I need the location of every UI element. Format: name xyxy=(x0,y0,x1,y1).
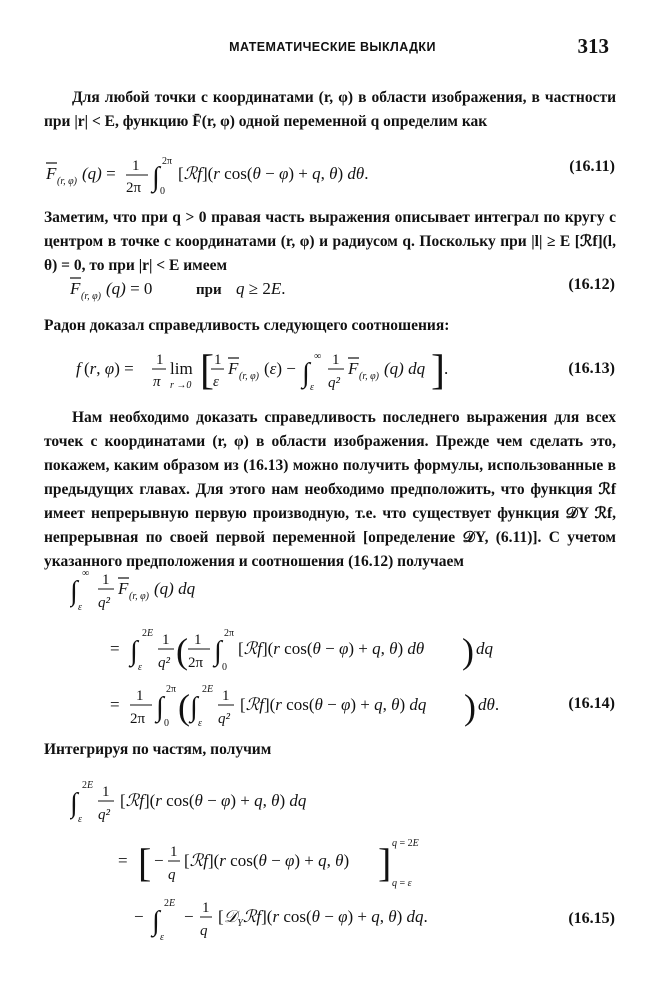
svg-text:f: f xyxy=(76,359,81,378)
svg-text:π: π xyxy=(153,374,161,390)
equation-16-14 xyxy=(70,562,530,732)
svg-text:q²: q² xyxy=(328,375,340,391)
equation-16-11 xyxy=(46,146,516,202)
svg-text:(q) dq: (q) dq xyxy=(384,359,426,378)
svg-text:[𝒟Yℛf](r cos(θ − φ) + q, θ) d: [𝒟$_Y$ℛf](r cos(θ − φ) + q, θ) dq. xyxy=(218,907,428,929)
equation-label-16-14: (16.14) xyxy=(568,695,615,712)
svg-text:1: 1 xyxy=(170,844,178,860)
svg-text:1: 1 xyxy=(222,688,230,704)
svg-text:ε: ε xyxy=(138,662,142,673)
svg-text:−: − xyxy=(154,851,164,870)
svg-text:(r, φ): (r, φ) xyxy=(81,291,101,302)
equation-label-16-12: (16.12) xyxy=(568,276,615,293)
svg-text:=: = xyxy=(118,851,128,870)
svg-text:1: 1 xyxy=(132,158,140,174)
svg-text:1: 1 xyxy=(332,352,340,368)
equation-16-15 xyxy=(70,770,540,950)
page-number: 313 xyxy=(577,34,609,58)
svg-text:1: 1 xyxy=(214,352,222,368)
svg-text:2π: 2π xyxy=(130,711,146,727)
svg-text:∫: ∫ xyxy=(70,576,78,607)
svg-text:): ) xyxy=(464,687,476,727)
paragraph-proof-outline: Нам необходимо доказать справедливость последнего выражения для всех точек с координатами (r, φ) в области изображения. Прежде чем сделать это, покажем, каким образом из (16.13) можно получить формулы, использованные в предыдущих главах. Для этого нам необходимо предположить, что функция ℛf имеет непрерывную первую производную, т.е. что существует функция 𝒟Y ℛf, непрерывная по своей первой переменной [определение 𝒟Y, (6.11)]. С учетом указанного предположения и соотношения (16.12) получаем xyxy=(44,409,616,570)
svg-text:[: [ xyxy=(138,840,152,885)
svg-text:F: F xyxy=(228,359,239,378)
svg-text:(q) =: (q) = xyxy=(82,164,116,183)
svg-text:1: 1 xyxy=(202,900,210,916)
svg-text:(r, φ): (r, φ) xyxy=(359,371,379,382)
svg-text:∫: ∫ xyxy=(152,162,160,193)
svg-text:0: 0 xyxy=(160,186,165,197)
svg-text:.: . xyxy=(444,359,449,378)
paragraph-integration-by-parts: Интегрируя по частям, получим xyxy=(44,741,272,758)
svg-text:q = ε: q = ε xyxy=(392,878,412,889)
svg-text:=: = xyxy=(110,695,120,714)
paragraph-circle-integral: Заметим, что при q > 0 правая часть выражения описывает интеграл по кругу с центром в точке с координатами (r, φ) и радиусом q. Поскольку при |l| ≥ E [ℛf](l, θ) = 0, то при |r| < E имеем xyxy=(44,209,616,274)
svg-text:q = 2E: q = 2E xyxy=(392,838,419,849)
svg-text:0: 0 xyxy=(222,662,227,673)
svg-text:2π: 2π xyxy=(162,156,173,167)
paragraph-intro: Для любой точки с координатами (r, φ) в области изображения, в частности при |r| < E, функцию F̄(r, φ) одной переменной q определим как xyxy=(44,89,616,130)
equation-label-16-15: (16.15) xyxy=(568,910,615,927)
svg-text:∞: ∞ xyxy=(314,351,322,362)
svg-text:0: 0 xyxy=(164,718,169,729)
svg-text:q: q xyxy=(200,923,208,939)
equation-label-16-13: (16.13) xyxy=(568,360,615,377)
svg-text:∫: ∫ xyxy=(130,636,138,667)
equation-16-12 xyxy=(70,272,390,304)
paragraph-radon: Радон доказал справедливость следующего соотношения: xyxy=(44,317,450,334)
svg-text:1: 1 xyxy=(136,688,144,704)
svg-text:(r, φ): (r, φ) xyxy=(239,371,259,382)
svg-text:[: [ xyxy=(200,348,214,394)
svg-text:2π: 2π xyxy=(188,655,204,671)
svg-text:[ℛf](r cos(θ − φ) + q, θ) dq: [ℛf](r cos(θ − φ) + q, θ) dq xyxy=(240,695,427,714)
svg-text:(q) dq: (q) dq xyxy=(154,579,196,598)
svg-text:q²: q² xyxy=(98,807,110,823)
svg-text:2π: 2π xyxy=(166,684,177,695)
svg-text:1: 1 xyxy=(194,632,202,648)
svg-text:1: 1 xyxy=(102,784,110,800)
svg-text:∞: ∞ xyxy=(82,568,90,579)
equation-label-16-11: (16.11) xyxy=(569,158,615,175)
svg-text:): ) xyxy=(462,631,474,671)
svg-text:∫: ∫ xyxy=(70,788,78,819)
svg-text:ε: ε xyxy=(78,602,82,613)
svg-text:ε: ε xyxy=(310,382,314,393)
running-header-title: МАТЕМАТИЧЕСКИЕ ВЫКЛАДКИ xyxy=(229,40,436,54)
svg-text:q²: q² xyxy=(218,711,230,727)
svg-text:ε: ε xyxy=(78,814,82,825)
svg-text:ε: ε xyxy=(198,718,202,729)
svg-text:2E: 2E xyxy=(142,628,154,639)
svg-text:[ℛf](r cos(θ − φ) + q, θ) dq: [ℛf](r cos(θ − φ) + q, θ) dq xyxy=(120,791,307,810)
svg-text:(q) = 0: (q) = 0 xyxy=(106,279,153,298)
svg-text:−: − xyxy=(184,907,194,926)
svg-text:(ε) −: (ε) − xyxy=(264,359,296,378)
svg-text:F: F xyxy=(70,279,81,298)
svg-text:q ≥ 2E.: q ≥ 2E. xyxy=(236,279,286,298)
svg-text:dθ.: dθ. xyxy=(478,695,500,714)
svg-text:2E: 2E xyxy=(202,684,214,695)
svg-text:ε: ε xyxy=(160,932,164,943)
svg-text:2E: 2E xyxy=(82,780,94,791)
svg-text:∫: ∫ xyxy=(152,906,160,937)
svg-text:∫: ∫ xyxy=(156,692,164,723)
svg-text:1: 1 xyxy=(156,352,164,368)
svg-text:[ℛf](r cos(θ − φ) + q, θ) dθ.: [ℛf](r cos(θ − φ) + q, θ) dθ. xyxy=(178,164,369,183)
svg-text:lim: lim xyxy=(170,359,193,378)
svg-text:(r, φ): (r, φ) xyxy=(129,591,149,602)
svg-text:∫: ∫ xyxy=(190,692,198,723)
svg-text:]: ] xyxy=(431,348,445,394)
svg-text:1: 1 xyxy=(162,632,170,648)
svg-text:−: − xyxy=(134,907,144,926)
svg-text:F: F xyxy=(348,359,359,378)
svg-text:[ℛf](r cos(θ − φ) + q, θ) dθ: [ℛf](r cos(θ − φ) + q, θ) dθ xyxy=(238,639,425,658)
svg-text:2π: 2π xyxy=(126,180,142,196)
svg-text:∫: ∫ xyxy=(214,636,222,667)
svg-text:2E: 2E xyxy=(164,898,176,909)
svg-text:]: ] xyxy=(378,840,392,885)
svg-text:1: 1 xyxy=(102,572,110,588)
svg-text:q²: q² xyxy=(98,595,110,611)
svg-text:(r, φ): (r, φ) xyxy=(57,176,77,187)
svg-text:dq: dq xyxy=(476,639,493,658)
svg-text:при: при xyxy=(196,282,222,298)
svg-text:q²: q² xyxy=(158,655,170,671)
svg-text:r →0: r →0 xyxy=(170,380,192,391)
svg-text:ε: ε xyxy=(213,374,219,390)
svg-text:F: F xyxy=(118,579,129,598)
equation-16-13 xyxy=(76,340,496,402)
svg-text:F: F xyxy=(46,164,57,183)
svg-text:(: ( xyxy=(178,687,190,727)
svg-text:2π: 2π xyxy=(224,628,235,639)
svg-text:q: q xyxy=(168,867,176,883)
svg-text:[ℛf](r cos(θ − φ) + q, θ): [ℛf](r cos(θ − φ) + q, θ) xyxy=(184,851,350,870)
svg-text:=: = xyxy=(110,639,120,658)
svg-text:(: ( xyxy=(176,631,188,671)
svg-text:∫: ∫ xyxy=(302,358,310,389)
svg-text:(r, φ) =: (r, φ) = xyxy=(84,359,134,378)
